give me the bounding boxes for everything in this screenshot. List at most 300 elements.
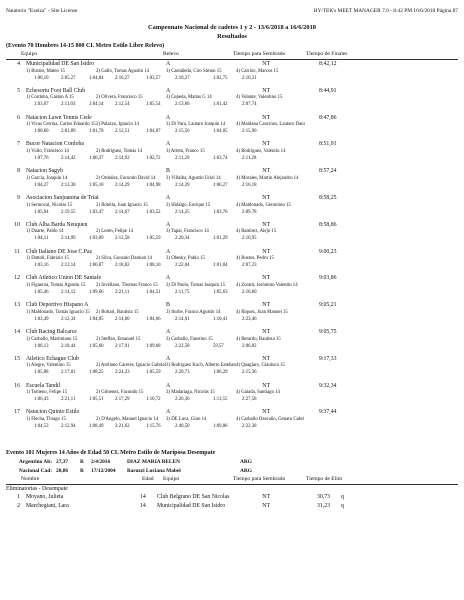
split-time: 1:05,10 bbox=[89, 182, 104, 188]
record-row bbox=[0, 459, 464, 466]
split-time: 2:17,01 bbox=[61, 370, 76, 376]
relay-team-row bbox=[0, 195, 464, 202]
record-holder: DIAZ MARIA BELEN bbox=[127, 459, 181, 465]
page-header bbox=[6, 8, 458, 16]
final-time: 9:05,21 bbox=[319, 302, 337, 309]
split-time: 1:03,76 bbox=[213, 209, 228, 215]
swimmer-name: 2) Loren, Felipe 14 bbox=[96, 229, 134, 235]
split-time: 1:04,85 bbox=[89, 316, 104, 322]
split-time: 1:03,07 bbox=[34, 102, 49, 108]
swimmer-name: 2) Steffan, Emanuel 15 bbox=[96, 336, 141, 342]
col-seed-time: Tiempo para Sembrado bbox=[233, 51, 286, 57]
final-time: 9:17,33 bbox=[319, 355, 337, 362]
relay-swimmers-row bbox=[0, 256, 464, 263]
swimmer-age: 14 bbox=[140, 503, 146, 509]
split-time: 2:20,34 bbox=[175, 236, 190, 242]
relay-letter: A bbox=[166, 355, 171, 362]
team-name: Natacion Sagyb bbox=[26, 168, 63, 175]
seed-time: NT bbox=[262, 114, 270, 121]
split-time: 2:21,11 bbox=[115, 289, 130, 295]
results-title: Resultados bbox=[217, 33, 247, 40]
swimmer-age: 14 bbox=[140, 494, 146, 500]
swimmer-name: 3) Rodriguez Koch, Alberto Esteban bbox=[166, 363, 236, 369]
relay-splits-row bbox=[0, 129, 464, 136]
relay-team-row bbox=[0, 329, 464, 336]
relay-swimmers-row bbox=[0, 176, 464, 183]
relay-team-row bbox=[0, 141, 464, 148]
seed-time: NT bbox=[262, 503, 270, 509]
relay-splits-row bbox=[0, 290, 464, 297]
seed-time: NT bbox=[262, 382, 270, 389]
swimmer-name: 4) Gaiada, Santiago 14 bbox=[236, 390, 280, 396]
record-row bbox=[0, 468, 464, 475]
relay-splits-row bbox=[0, 344, 464, 351]
team-name: Municipalidad DE San Isidro bbox=[26, 61, 95, 67]
swimmer-name: 4) Zoratti, Jerónimo Valentín 14 bbox=[236, 282, 298, 288]
split-time: 1:05,54 bbox=[146, 102, 161, 108]
seed-time: NT bbox=[262, 302, 270, 309]
split-time: 1:08,25 bbox=[89, 370, 104, 376]
relay-splits-row bbox=[0, 317, 464, 324]
relay-swimmers-row bbox=[0, 229, 464, 236]
split-time: 2:14,99 bbox=[61, 236, 76, 242]
split-time: 2:17,29 bbox=[115, 397, 130, 403]
team-name: Municipalidad DE San Isidro bbox=[157, 503, 226, 509]
record-label: Argentino Ab: bbox=[18, 459, 52, 465]
seed-time: NT bbox=[262, 494, 270, 500]
split-time: 1:07,76 bbox=[34, 155, 49, 161]
place: 9 bbox=[17, 195, 20, 201]
split-time: 1:04,05 bbox=[213, 129, 228, 135]
split-time: 2:11,28 bbox=[242, 155, 257, 161]
split-time: 1:01,04 bbox=[213, 263, 228, 269]
final-time: 9:37,44 bbox=[319, 409, 337, 416]
relay-letter: A bbox=[166, 87, 171, 94]
record-time: 28,86 bbox=[56, 467, 69, 474]
split-time: 2:05,27 bbox=[61, 75, 76, 81]
split-time: 1:09,86 bbox=[213, 423, 228, 429]
swimmer-name: 2) Botella, Juan Ignacio 15 bbox=[96, 202, 148, 208]
final-time: 8:57,24 bbox=[319, 168, 337, 175]
team-name: Escuela Tandil bbox=[26, 382, 61, 389]
col-seed-time: Tiempo para Sembrado bbox=[233, 476, 286, 482]
record-country: ARG bbox=[240, 467, 252, 474]
record-date: 2/4/2016 bbox=[91, 459, 111, 465]
swimmer-name: 4) Carballo Ozecaño, Genaro Gabri bbox=[236, 416, 305, 422]
split-time: 1:08,49 bbox=[89, 423, 104, 429]
split-time: 2:18,44 bbox=[61, 343, 76, 349]
split-time: 1:04,14 bbox=[89, 102, 104, 108]
swimmer-name: 3) DE Luca, Gino 14 bbox=[166, 416, 207, 422]
split-time: 1:03,09 bbox=[89, 236, 104, 242]
split-time: 2:26,36 bbox=[175, 397, 190, 403]
split-time: 1:05,60 bbox=[89, 343, 104, 349]
swimmer-name: 2) Olivera, Francisco 15 bbox=[96, 95, 143, 101]
split-time: 1:05,59 bbox=[146, 236, 161, 242]
team-name: Club Belgrano DE San Nicolas bbox=[157, 494, 230, 500]
split-time: 1:04,51 bbox=[146, 289, 161, 295]
split-time: 2:14,60 bbox=[115, 316, 130, 322]
col-name: Nombre bbox=[21, 476, 40, 482]
swimmer-name: 4) Ramirez, Alejo 15 bbox=[236, 229, 277, 235]
seed-time: NT bbox=[262, 221, 270, 228]
swimmer-name: 1) Dattoli, Fabrizio 15 bbox=[26, 256, 69, 262]
relay-letter: B bbox=[166, 168, 170, 175]
split-time: 2:12,14 bbox=[61, 263, 76, 269]
col-team: Equipo bbox=[163, 476, 180, 482]
relay-letter: A bbox=[166, 221, 171, 228]
final-time: 8:44,91 bbox=[319, 87, 337, 94]
qualified-flag: q bbox=[341, 494, 344, 500]
qualified-flag: q bbox=[341, 503, 344, 509]
split-time: 1:00,10 bbox=[34, 75, 49, 81]
relay-splits-row bbox=[0, 102, 464, 109]
split-time: 2:20,73 bbox=[175, 370, 190, 376]
split-time: 2:12,34 bbox=[61, 316, 76, 322]
split-time: 1:04,53 bbox=[34, 423, 49, 429]
final-time: 8:51,91 bbox=[319, 141, 337, 148]
swimmer-name: 4) Maidana Cancinos, Lautaro Dani bbox=[236, 122, 305, 128]
split-time: 2:15,90 bbox=[242, 129, 257, 135]
split-time: 2:14,92 bbox=[115, 155, 130, 161]
relay-team-row bbox=[0, 88, 464, 95]
col-final-time: Tiempo de Finales bbox=[306, 51, 348, 57]
swimmer-name: 2) D'Angelo, Manuel Ignacio 14 bbox=[96, 416, 159, 422]
relay-swimmers-row bbox=[0, 149, 464, 156]
seed-time: NT bbox=[262, 61, 270, 67]
team-name: Club Alba Barda Neuquen bbox=[26, 221, 88, 228]
split-time: 1:03,47 bbox=[89, 209, 104, 215]
place: 14 bbox=[14, 329, 20, 335]
split-time: 1:11,55 bbox=[213, 397, 228, 403]
seed-time: NT bbox=[262, 195, 270, 201]
place: 4 bbox=[17, 61, 20, 67]
team-name: Asociacion Sanjuanina de Triat bbox=[26, 195, 99, 201]
seed-time: NT bbox=[262, 409, 270, 416]
split-time: 1:15,76 bbox=[146, 423, 161, 429]
relay-swimmers-row bbox=[0, 203, 464, 210]
swimmer-name: 4) Riquez, Juan Manuel 15 bbox=[236, 309, 288, 315]
relay-splits-row bbox=[0, 183, 464, 190]
swimmer-name: 1) Maldonado, Tomás Ignacio 15 bbox=[26, 309, 90, 315]
relay-team-row bbox=[0, 356, 464, 363]
place: 5 bbox=[17, 87, 20, 94]
split-time: 1:03,52 bbox=[146, 209, 161, 215]
swimmer-name: 2) Ordoñez, Facundo David 14 bbox=[96, 175, 156, 181]
swimmer-result-row bbox=[0, 494, 464, 501]
place: 16 bbox=[14, 382, 20, 389]
split-time: 1:03,16 bbox=[34, 263, 49, 269]
swimmer-name: 1) Sermocal, Nicolas 15 bbox=[26, 202, 73, 208]
swimmer-name: Moyano, Julieta bbox=[26, 494, 64, 500]
swimmer-name: 1) Vullo, Francisco 14 bbox=[26, 148, 69, 154]
split-time: 2:14,91 bbox=[175, 316, 190, 322]
record-date: 17/12/2004 bbox=[91, 467, 116, 474]
swimmer-name: 1) Vivas Cetrina, Carlos Eduardo 15 bbox=[26, 122, 96, 128]
split-time: 2:12,38 bbox=[61, 182, 76, 188]
relay-swimmers-row bbox=[0, 283, 464, 290]
split-time: 1:06,37 bbox=[89, 155, 104, 161]
swimmer-name: 1) Flecha, Thiago 15 bbox=[26, 416, 66, 422]
header-license: Natatorio "Ezeiza" - Site License bbox=[6, 8, 78, 14]
split-time: 1:05,88 bbox=[34, 370, 49, 376]
relay-splits-row bbox=[0, 424, 464, 431]
split-time: 59,57 bbox=[213, 343, 224, 349]
relay-team-row bbox=[0, 61, 464, 68]
swimmer-name: 2) Palazzo, Ignacio 14 bbox=[96, 122, 139, 128]
swimmer-name: 3) Madariaga, Nicolás 15 bbox=[166, 390, 215, 396]
team-name: Natacion Lawn Tennis Cede bbox=[26, 114, 92, 121]
swimmer-name: 1) Bustos, Mateo 15 bbox=[26, 68, 65, 74]
elim-time: 30,73 bbox=[316, 494, 330, 500]
split-time: 2:07,23 bbox=[242, 263, 257, 269]
relay-splits-row bbox=[0, 76, 464, 83]
split-time: 2:12,54 bbox=[115, 102, 130, 108]
split-time: 2:18,82 bbox=[115, 263, 130, 269]
swimmer-name: 2) Bottari, Bautista 15 bbox=[96, 309, 139, 315]
split-time: 1:04,84 bbox=[89, 75, 104, 81]
relay-letter: A bbox=[166, 275, 171, 282]
team-name: Natacion Quinto Estilo bbox=[26, 409, 80, 416]
split-time: 2:11,75 bbox=[175, 289, 190, 295]
seed-time: NT bbox=[262, 355, 270, 362]
swimmer-name: 3) Arteta, Franco 15 bbox=[166, 148, 205, 154]
relay-letter: B bbox=[166, 302, 170, 309]
relay-swimmers-row bbox=[0, 337, 464, 344]
split-time: 1:01,78 bbox=[89, 129, 104, 135]
place: 7 bbox=[17, 141, 20, 148]
relay-letter: A bbox=[166, 141, 171, 148]
relay-letter: A bbox=[166, 114, 171, 121]
split-time: 1:02,75 bbox=[213, 75, 228, 81]
event-70-column-header bbox=[6, 51, 458, 59]
split-time: 1:09,66 bbox=[89, 289, 104, 295]
split-time: 2:24,23 bbox=[115, 370, 130, 376]
place: 8 bbox=[17, 168, 20, 175]
split-time: 1:04,27 bbox=[34, 182, 49, 188]
split-time: 2:06,82 bbox=[242, 343, 257, 349]
split-time: 1:08,10 bbox=[146, 263, 161, 269]
record-time: 27,37 bbox=[56, 459, 69, 465]
swimmer-name: 4) Volante, Valentino 15 bbox=[236, 95, 283, 101]
split-time: 2:17,91 bbox=[115, 343, 130, 349]
place: 2 bbox=[17, 503, 20, 509]
team-name: Echesortu Foot Ball Club bbox=[26, 87, 86, 94]
relay-swimmers-row bbox=[0, 95, 464, 102]
final-time: 8:58,86 bbox=[319, 221, 337, 228]
split-time: 2:12,94 bbox=[61, 423, 76, 429]
relay-letter: A bbox=[166, 382, 171, 389]
relay-team-row bbox=[0, 115, 464, 122]
elim-time: 31,23 bbox=[316, 503, 330, 509]
seed-time: NT bbox=[262, 141, 270, 148]
final-time: 9:00,23 bbox=[319, 248, 337, 255]
split-time: 2:14,12 bbox=[61, 289, 76, 295]
final-time: 8:58,25 bbox=[319, 195, 337, 201]
seed-time: NT bbox=[262, 248, 270, 255]
place: 11 bbox=[14, 248, 20, 255]
place: 10 bbox=[14, 221, 20, 228]
split-time: 1:00,60 bbox=[34, 129, 49, 135]
swimmer-name: 1) Figueroa, Tomas Agustin 15 bbox=[26, 282, 86, 288]
split-time: 1:09,68 bbox=[146, 343, 161, 349]
meet-title: Campeonato Nacional de cadetes 1 y 2 - 13/6/2018 a 16/6/2018 bbox=[148, 24, 316, 31]
relay-team-row bbox=[0, 275, 464, 282]
swimmer-name: 3) Castañeda, Ciro Simon 15 bbox=[166, 68, 222, 74]
split-time: 2:14,39 bbox=[175, 182, 190, 188]
split-time: 1:04,66 bbox=[146, 316, 161, 322]
split-time: 2:14,67 bbox=[115, 209, 130, 215]
col-age: Edad bbox=[142, 476, 154, 482]
header-divider bbox=[6, 484, 458, 485]
split-time: 2:23,46 bbox=[242, 316, 257, 322]
place: 1 bbox=[17, 494, 20, 500]
final-time: 9:32,34 bbox=[319, 382, 337, 389]
swimmer-name: 4) Carrizo, Marcos 15 bbox=[236, 68, 279, 74]
split-time: 2:14,42 bbox=[61, 155, 76, 161]
final-time: 8:47,86 bbox=[319, 114, 337, 121]
split-time: 1:06,87 bbox=[89, 263, 104, 269]
split-time: 2:40,50 bbox=[175, 423, 190, 429]
swimmer-name: 2) Rodriguez, Tomas 14 bbox=[96, 148, 143, 154]
relay-swimmers-row bbox=[0, 417, 464, 424]
place: 6 bbox=[17, 114, 20, 121]
team-name: Club Deportivo Hispano A bbox=[26, 302, 89, 309]
team-name: Bucor Natacion Cordoba bbox=[26, 141, 84, 148]
seed-time: NT bbox=[262, 87, 270, 94]
split-time: 2:12,51 bbox=[115, 129, 130, 135]
split-time: 2:10,95 bbox=[242, 236, 257, 242]
split-time: 1:05,94 bbox=[34, 209, 49, 215]
relay-team-row bbox=[0, 383, 464, 390]
split-time: 2:19,55 bbox=[61, 209, 76, 215]
event-101-title: Evento 101 Mujeres 14 Años de Edad 50 CL Metro Estilo de Mariposa Desempate bbox=[6, 450, 216, 456]
split-time: 1:03,57 bbox=[146, 75, 161, 81]
split-time: 1:10,41 bbox=[213, 316, 228, 322]
split-time: 2:15,36 bbox=[242, 370, 257, 376]
record-label: Nacional Cad: bbox=[18, 467, 52, 474]
swimmer-name: Marchegiani, Lara bbox=[26, 503, 69, 509]
seed-time: NT bbox=[262, 168, 270, 175]
col-team: Equipo bbox=[21, 51, 38, 57]
relay-team-row bbox=[0, 222, 464, 229]
split-time: 1:04,11 bbox=[34, 236, 49, 242]
relay-splits-row bbox=[0, 236, 464, 243]
swimmer-name: 3) Villalba, Agustin Uriel 14 bbox=[166, 175, 221, 181]
split-time: 2:15,56 bbox=[175, 129, 190, 135]
seed-time: NT bbox=[262, 275, 270, 282]
record-code: R bbox=[80, 459, 84, 465]
swimmer-name: 3) Iturbe, Franco Agustin 14 bbox=[166, 309, 221, 315]
swimmer-name: 4) Maldonado, Geronimo 15 bbox=[236, 202, 291, 208]
split-time: 2:21,62 bbox=[115, 423, 130, 429]
swimmer-name: 2) Arellano Careres, Ignacio Gabriel bbox=[96, 363, 166, 369]
split-time: 2:16,18 bbox=[242, 182, 257, 188]
team-name: Club Italiano DE Jose C.Paz bbox=[26, 248, 93, 255]
split-time: 1:06,13 bbox=[34, 343, 49, 349]
swimmer-name: 3) Obesky, Pablo 15 bbox=[166, 256, 205, 262]
split-time: 1:04,98 bbox=[146, 182, 161, 188]
split-time: 2:11,03 bbox=[61, 102, 76, 108]
split-time: 2:12,58 bbox=[115, 236, 130, 242]
split-time: 1:05,59 bbox=[146, 370, 161, 376]
split-time: 2:16,60 bbox=[242, 289, 257, 295]
split-time: 1:01,29 bbox=[213, 236, 228, 242]
swimmer-name: 4) Rodriguez, Valentin 14 bbox=[236, 148, 286, 154]
split-time: 2:22,04 bbox=[175, 263, 190, 269]
header-software-info: HY-TEK's MEET MANAGER 7.0 - 8:42 PM 16/6/2018 Página 87 bbox=[313, 8, 458, 14]
split-time: 1:03,49 bbox=[34, 316, 49, 322]
relay-swimmers-row bbox=[0, 390, 464, 397]
relay-letter: A bbox=[166, 409, 171, 416]
swimmer-name: 3) Di Paolo, Tomas Ioaquín 15 bbox=[166, 282, 225, 288]
split-time: 2:13,60 bbox=[175, 102, 190, 108]
split-time: 2:07,74 bbox=[242, 102, 257, 108]
record-holder: Barozzi Luciana Mabel bbox=[127, 467, 181, 474]
split-time: 2:09,78 bbox=[242, 209, 257, 215]
relay-swimmers-row bbox=[0, 310, 464, 317]
header-divider bbox=[6, 59, 458, 60]
swimmer-name: 4) Morales, Martin Alejandro 14 bbox=[236, 175, 299, 181]
relay-swimmers-row bbox=[0, 122, 464, 129]
swimmer-name: 1) Tomeno, Felipe 15 bbox=[26, 390, 68, 396]
relay-team-row bbox=[0, 168, 464, 175]
team-name: Club Racing Balcarce bbox=[26, 329, 77, 335]
seed-time: NT bbox=[262, 329, 270, 335]
split-time: 2:14,29 bbox=[115, 182, 130, 188]
place: 13 bbox=[14, 302, 20, 309]
split-time: 2:22,58 bbox=[175, 343, 190, 349]
swimmer-name: 3) Di Vara, Lautaro Joaquin 14 bbox=[166, 122, 226, 128]
swimmer-name: 4) Bustos, Pedro 15 bbox=[236, 256, 274, 262]
place: 17 bbox=[14, 409, 20, 416]
split-time: 2:21,11 bbox=[61, 397, 76, 403]
record-code: R bbox=[80, 467, 84, 474]
relay-team-row bbox=[0, 302, 464, 309]
relay-splits-row bbox=[0, 210, 464, 217]
split-time: 1:01,42 bbox=[213, 102, 228, 108]
swimmer-name: 3) Tapai, Francisco 14 bbox=[166, 229, 209, 235]
col-elim-time: Tiempo de Elim bbox=[306, 476, 343, 482]
place: 12 bbox=[14, 275, 20, 282]
split-time: 1:05,46 bbox=[34, 289, 49, 295]
relay-team-row bbox=[0, 409, 464, 416]
relay-letter: A bbox=[166, 195, 171, 201]
event-101-column-header bbox=[6, 476, 458, 484]
split-time: 1:05,63 bbox=[213, 289, 228, 295]
split-time: 1:02,72 bbox=[146, 155, 161, 161]
split-time: 1:06,43 bbox=[34, 397, 49, 403]
swimmer-name: 2) Silva, Gonzalo Damian 14 bbox=[96, 256, 153, 262]
split-time: 1:05,51 bbox=[89, 397, 104, 403]
relay-team-row bbox=[0, 249, 464, 256]
relay-splits-row bbox=[0, 370, 464, 377]
swimmer-name: 1) Cordoba, Gaston A 15 bbox=[26, 95, 74, 101]
split-time: 2:22,38 bbox=[242, 423, 257, 429]
team-name: Club Atletico Union DE Santafe bbox=[26, 275, 102, 282]
swimmer-name: 4) Berardo, Bautista 15 bbox=[236, 336, 281, 342]
final-time: 9:05,75 bbox=[319, 329, 337, 335]
col-relay: Relevo bbox=[163, 51, 179, 57]
swimmer-name: 3) Hidalgo, Enrique 15 bbox=[166, 202, 211, 208]
swimmer-name: 1) Carballo, Martiniano 15 bbox=[26, 336, 78, 342]
event-70-title: (Evento 70 Hombres 14-15 800 CL Metro Estilo Libre Relevo) bbox=[6, 43, 165, 49]
relay-letter: A bbox=[166, 248, 171, 255]
relay-letter: A bbox=[166, 61, 171, 67]
swimmer-name: 1) Duarte, Pablo 14 bbox=[26, 229, 64, 235]
split-time: 1:06,29 bbox=[213, 370, 228, 376]
split-time: 2:10,31 bbox=[242, 75, 257, 81]
